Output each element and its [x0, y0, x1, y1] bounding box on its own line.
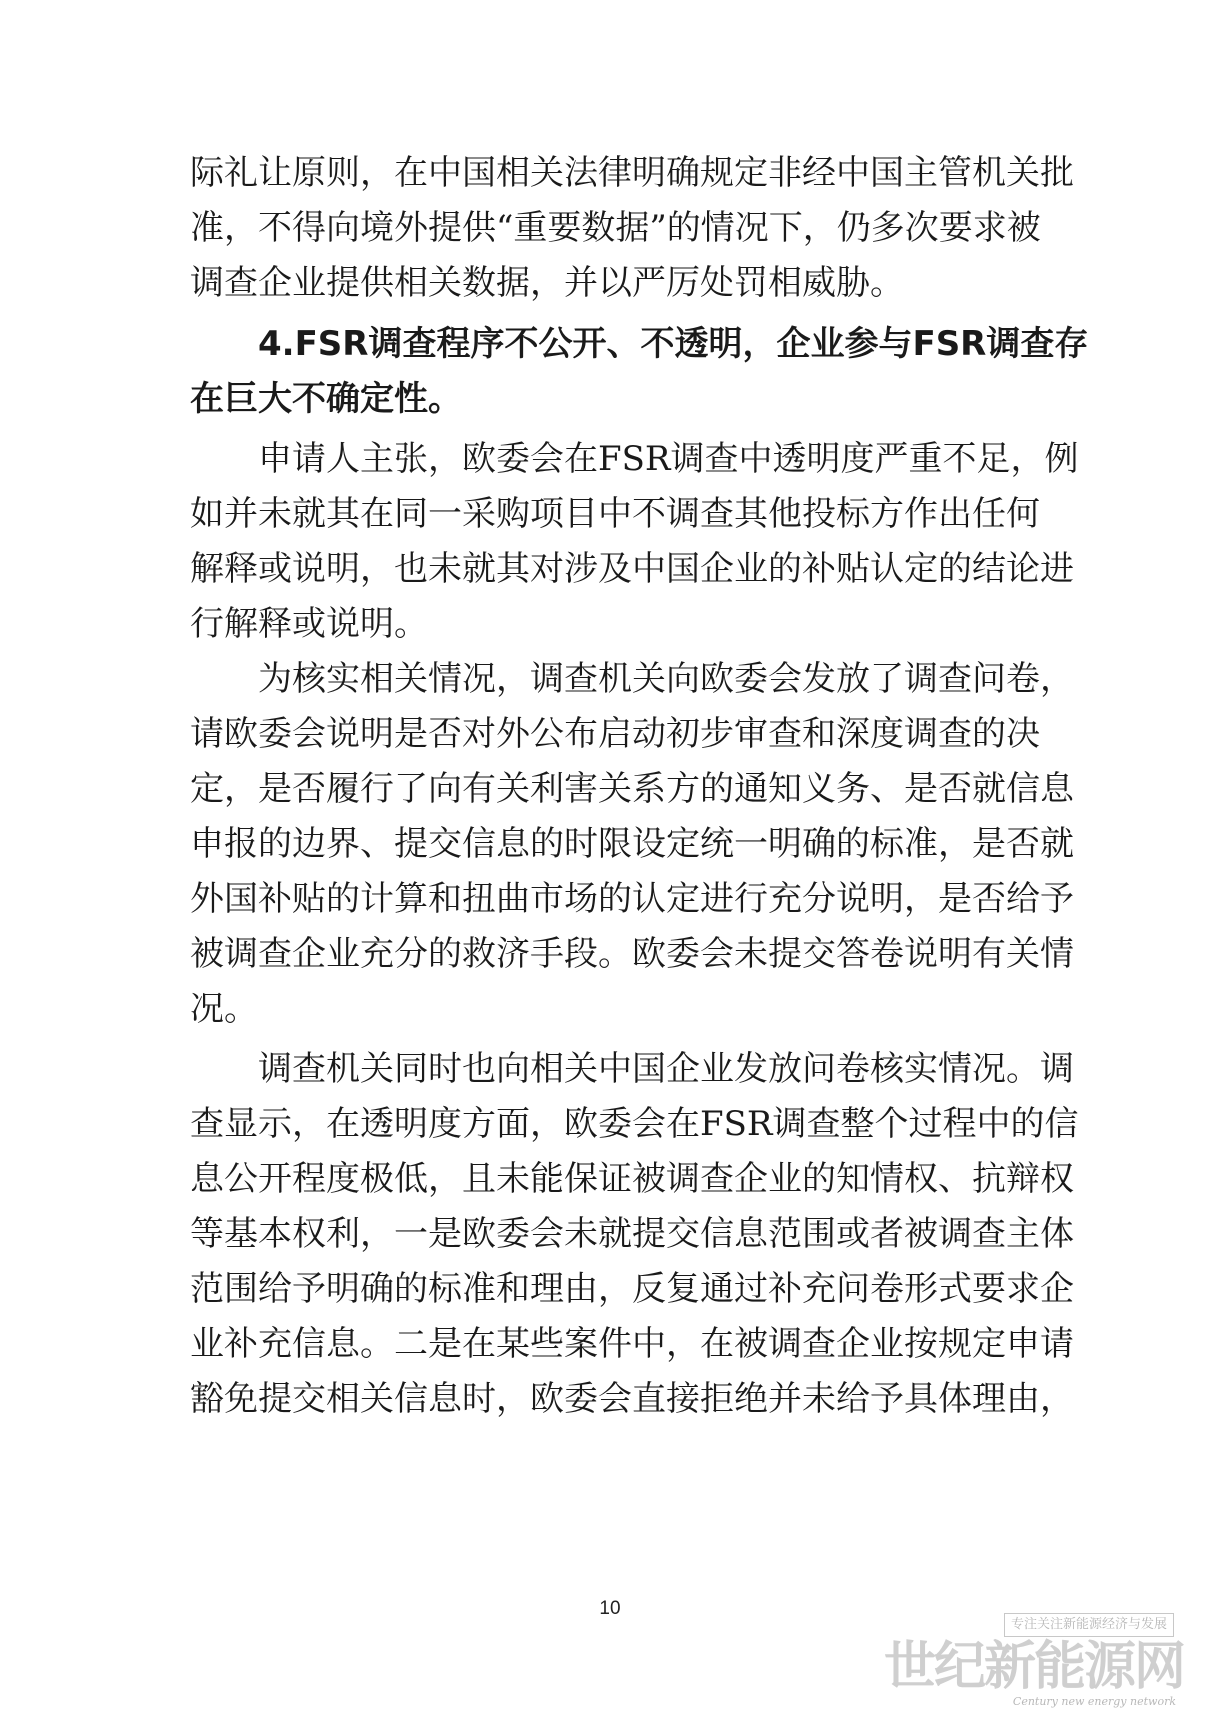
text-line: 解释或说明，也未就其对涉及中国企业的补贴认定的结论进 [190, 549, 1074, 589]
section-heading-line: 4.FSR调查程序不公开、不透明，企业参与FSR调查存 [258, 324, 1089, 364]
text-line: 申报的边界、提交信息的时限设定统一明确的标准，是否就 [190, 824, 1074, 864]
watermark-subtitle: Century new energy network [1012, 1695, 1176, 1708]
text-line: 况。 [190, 989, 258, 1029]
watermark-title: 世纪新能源网 [883, 1636, 1184, 1697]
text-line: 请欧委会说明是否对外公布启动初步审查和深度调查的决 [190, 714, 1040, 754]
text-line: 豁免提交相关信息时，欧委会直接拒绝并未给予具体理由， [190, 1379, 1074, 1419]
text-line: 调查机关同时也向相关中国企业发放问卷核实情况。调 [258, 1049, 1074, 1089]
text-line: 被调查企业充分的救济手段。欧委会未提交答卷说明有关情 [190, 934, 1074, 974]
text-line: 如并未就其在同一采购项目中不调查其他投标方作出任何 [190, 494, 1040, 534]
section-heading-line: 在巨大不确定性。 [190, 379, 462, 419]
text-line: 调查企业提供相关数据，并以严厉处罚相威胁。 [190, 263, 904, 303]
text-line: 业补充信息。二是在某些案件中，在被调查企业按规定申请 [190, 1324, 1074, 1364]
page-number: 10 [599, 1598, 621, 1619]
text-line: 为核实相关情况，调查机关向欧委会发放了调查问卷， [258, 659, 1074, 699]
text-line: 际礼让原则，在中国相关法律明确规定非经中国主管机关批 [190, 153, 1074, 193]
text-line: 申请人主张，欧委会在FSR调查中透明度严重不足，例 [258, 439, 1079, 479]
watermark-slogan: 专注关注新能源经济与发展 [1004, 1613, 1174, 1637]
text-line: 等基本权利，一是欧委会未就提交信息范围或者被调查主体 [190, 1214, 1074, 1254]
text-line: 准，不得向境外提供“重要数据”的情况下，仍多次要求被 [190, 208, 1041, 248]
text-line: 行解释或说明。 [190, 604, 428, 644]
text-line: 定，是否履行了向有关利害关系方的通知义务、是否就信息 [190, 769, 1074, 809]
text-line: 息公开程度极低，且未能保证被调查企业的知情权、抗辩权 [190, 1159, 1074, 1199]
text-line: 范围给予明确的标准和理由，反复通过补充问卷形式要求企 [190, 1269, 1074, 1309]
text-line: 外国补贴的计算和扭曲市场的认定进行充分说明，是否给予 [190, 879, 1074, 919]
text-line: 查显示，在透明度方面，欧委会在FSR调查整个过程中的信 [190, 1104, 1079, 1144]
watermark-logo [883, 1613, 1184, 1713]
